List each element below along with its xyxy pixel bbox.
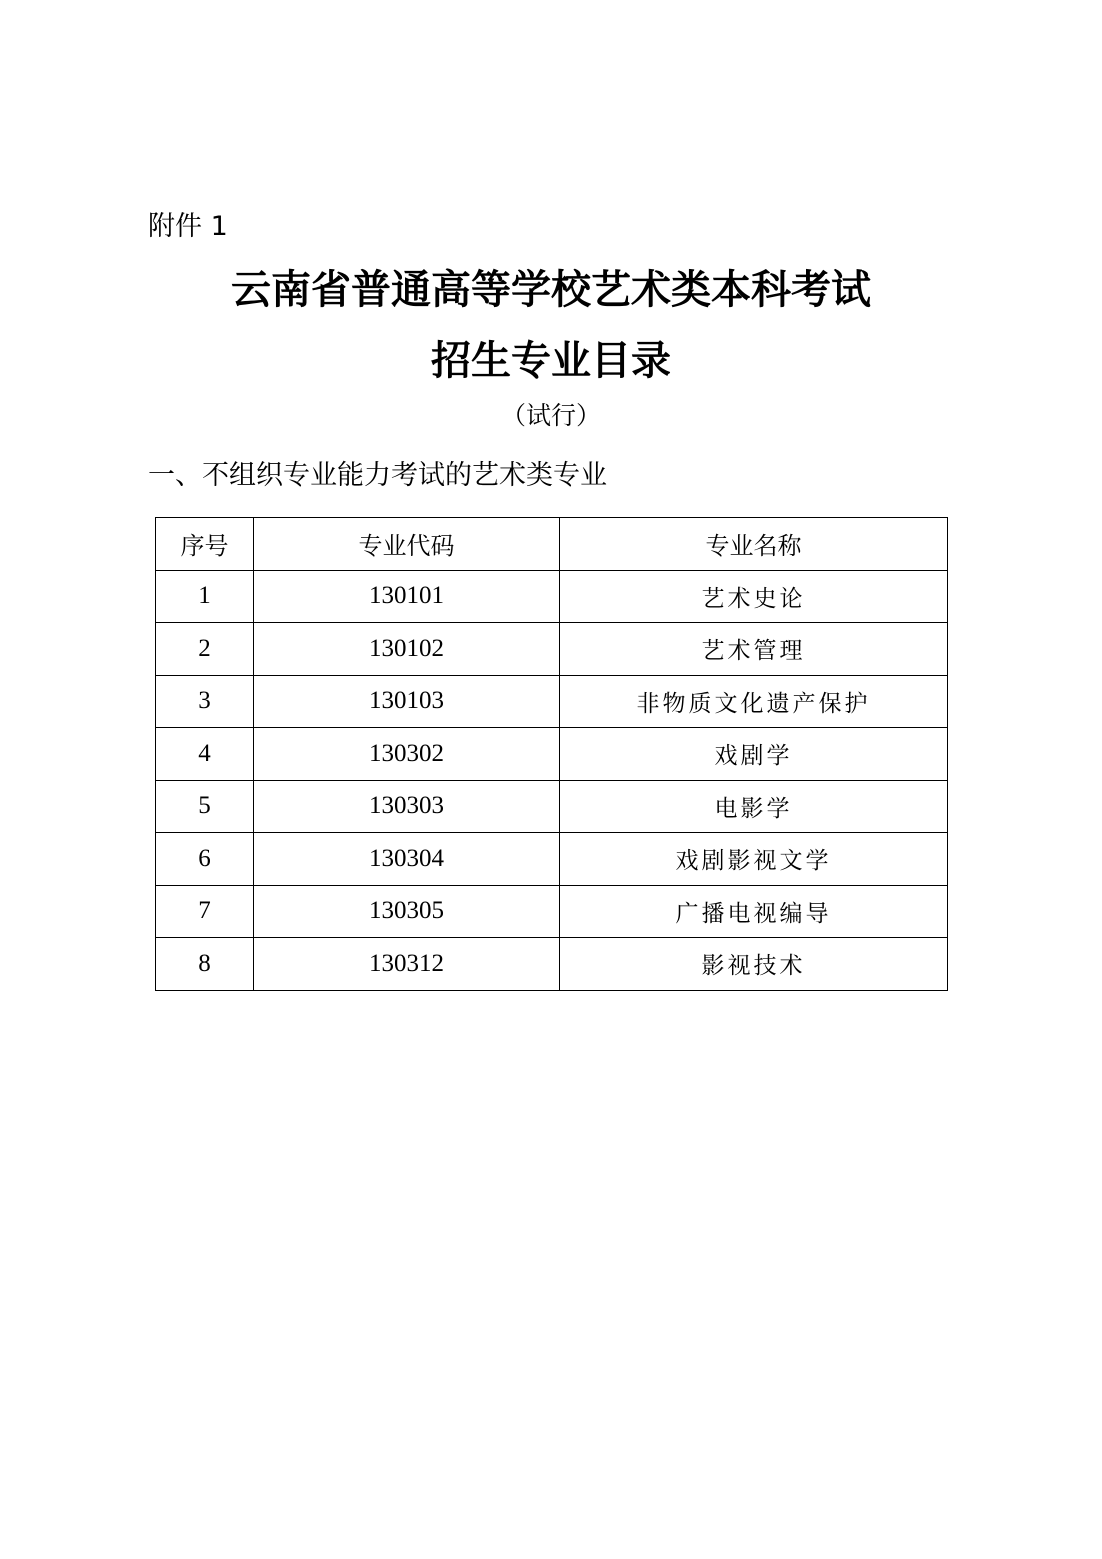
- row-major-code: 130304: [254, 833, 560, 886]
- table-row: [156, 938, 948, 991]
- row-major-name: 戏剧学: [560, 728, 948, 781]
- section-heading: 一、不组织专业能力考试的艺术类专业: [148, 460, 607, 491]
- row-major-code: 130101: [254, 570, 560, 623]
- major-catalog-table: [155, 517, 948, 991]
- row-major-code: 130302: [254, 728, 560, 781]
- row-major-code: 130305: [254, 885, 560, 938]
- document-title-line-1: 云南省普通高等学校艺术类本科考试: [231, 266, 871, 313]
- document-title-line-2: 招生专业目录: [431, 337, 671, 384]
- table-row: [156, 780, 948, 833]
- row-major-name: 戏剧影视文学: [560, 833, 948, 886]
- row-index: 8: [156, 938, 254, 991]
- table-row: [156, 885, 948, 938]
- row-major-code: 130312: [254, 938, 560, 991]
- header-major-name: 专业名称: [560, 518, 948, 571]
- header-index: 序号: [156, 518, 254, 571]
- row-major-code: 130303: [254, 780, 560, 833]
- table-row: [156, 728, 948, 781]
- row-major-name: 影视技术: [560, 938, 948, 991]
- row-major-name: 艺术管理: [560, 623, 948, 676]
- table-row: [156, 675, 948, 728]
- row-major-name: 艺术史论: [560, 570, 948, 623]
- row-index: 4: [156, 728, 254, 781]
- row-major-code: 130103: [254, 675, 560, 728]
- row-index: 3: [156, 675, 254, 728]
- document-subtitle: （试行）: [500, 401, 601, 430]
- row-major-name: 非物质文化遗产保护: [560, 675, 948, 728]
- table-row: [156, 833, 948, 886]
- row-index: 2: [156, 623, 254, 676]
- header-major-code: 专业代码: [254, 518, 560, 571]
- row-index: 1: [156, 570, 254, 623]
- table-row: [156, 570, 948, 623]
- row-major-name: 电影学: [560, 780, 948, 833]
- row-major-name: 广播电视编导: [560, 885, 948, 938]
- table-row: [156, 623, 948, 676]
- table-header-row: [156, 518, 948, 571]
- attachment-label: 附件 1: [148, 211, 228, 242]
- row-index: 7: [156, 885, 254, 938]
- row-major-code: 130102: [254, 623, 560, 676]
- row-index: 5: [156, 780, 254, 833]
- row-index: 6: [156, 833, 254, 886]
